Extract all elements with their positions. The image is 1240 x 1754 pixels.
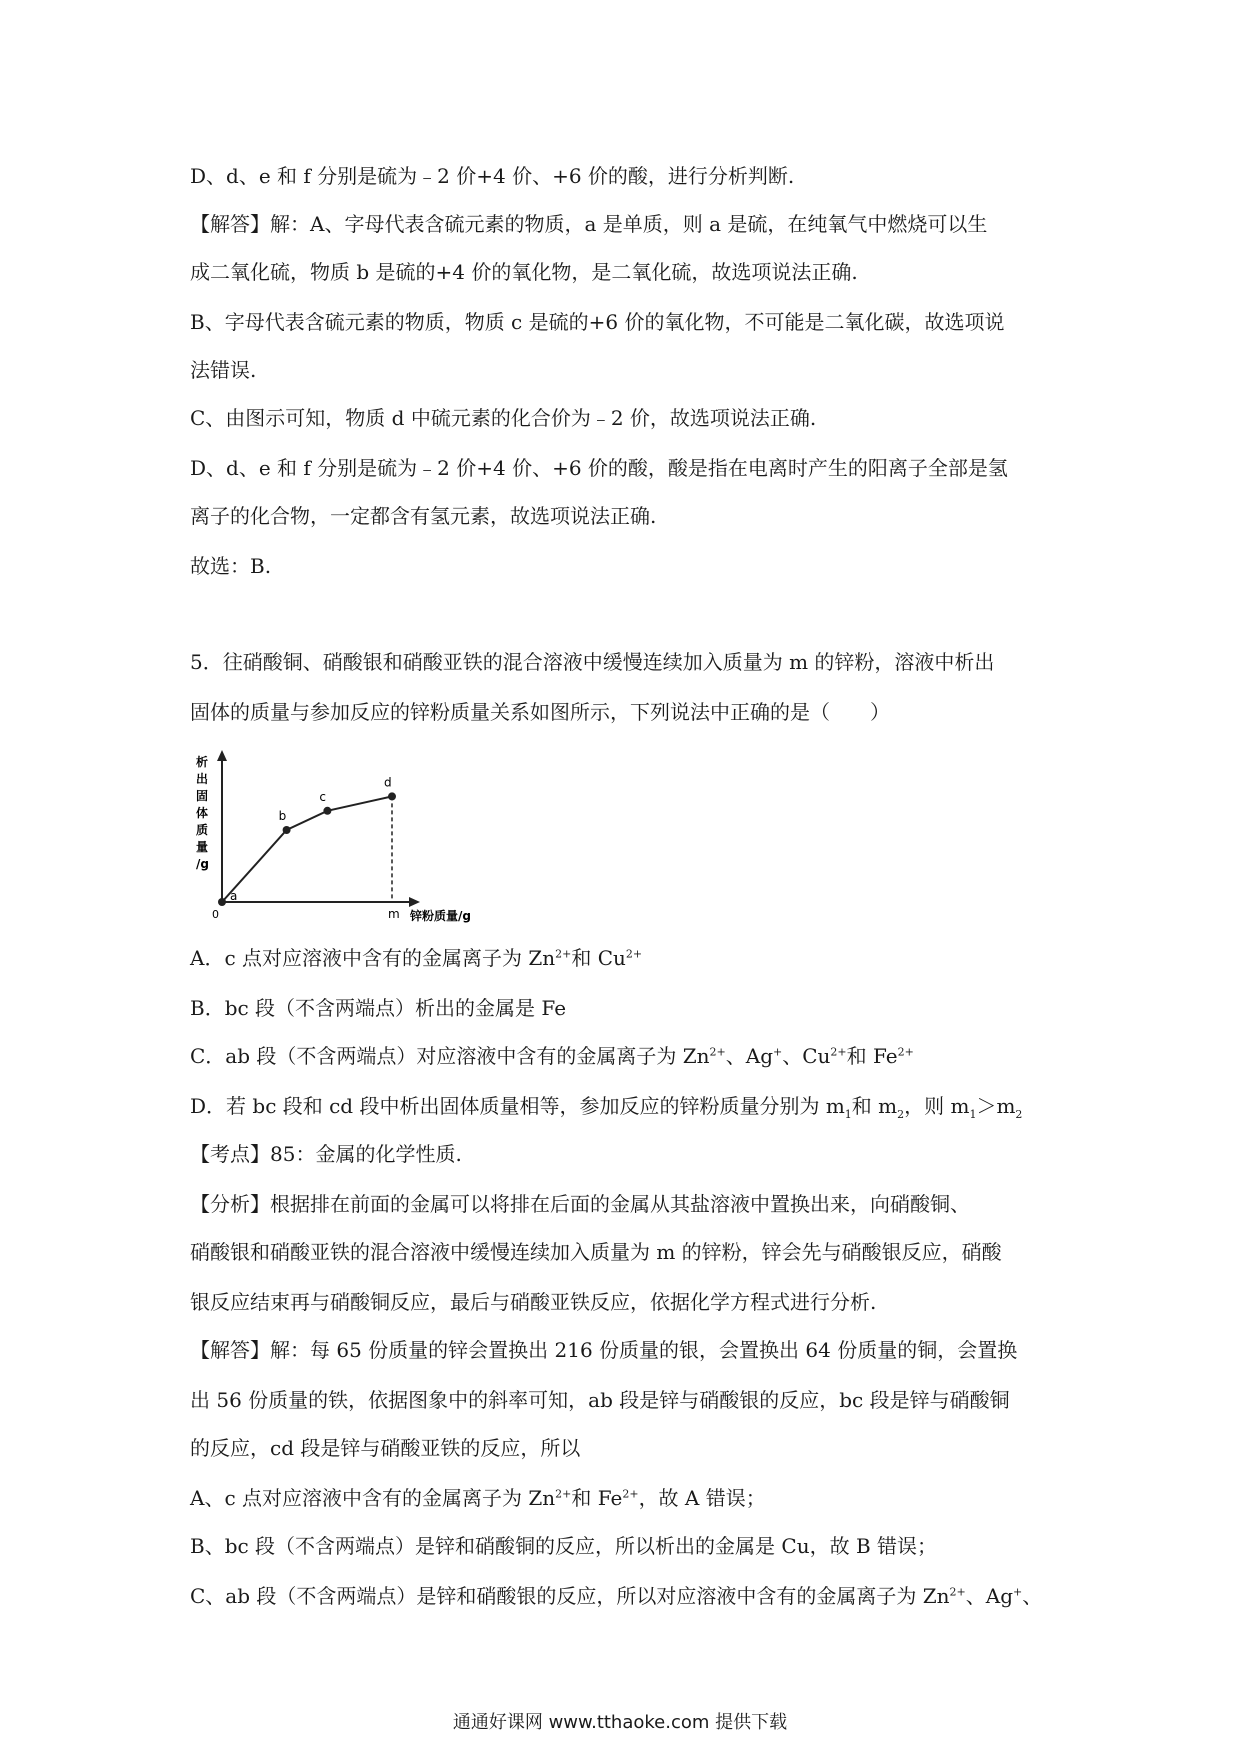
answer-c: C、ab 段（不含两端点）是锌和硝酸银的反应，所以对应溶液中含有的金属离子为 $Zn^{2+}$、Ag+、 xyxy=(190,1584,1043,1608)
fenxi-line: 硝酸银和硝酸亚铁的混合溶液中缓慢连续加入质量为 m 的锌粉，锌会先与硝酸银反应，硝酸 xyxy=(190,1240,1002,1264)
point-label-d: d xyxy=(384,775,392,790)
text-line: 法错误. xyxy=(190,358,257,382)
jieda-line: 【解答】解：每 65 份质量的锌会置换出 216 份质量的银，会置换出 64 份质量的铜，会置换 xyxy=(190,1338,1018,1362)
footer: 通通好课网 www.tthaoke.com 提供下载 xyxy=(452,1712,788,1733)
zinc-precipitate-chart xyxy=(192,744,471,924)
origin-label: 0 xyxy=(212,908,219,921)
text-line: B、字母代表含硫元素的物质，物质 c 是硫的+6 价的氧化物，不可能是二氧化碳，故选项说 xyxy=(190,310,1005,334)
y-axis-label-char: 析 xyxy=(196,755,209,769)
series-line xyxy=(222,796,392,902)
text-line: D、d、e 和 f 分别是硫为﹣2 价+4 价、+6 价的酸，进行分析判断. xyxy=(190,164,795,188)
text-line: 离子的化合物，一定都含有氢元素，故选项说法正确. xyxy=(190,504,657,528)
text-line: D、d、e 和 f 分别是硫为﹣2 价+4 价、+6 价的酸，酸是指在电离时产生的阳离子全部是氢 xyxy=(190,456,1008,480)
point-b xyxy=(283,826,291,834)
option-b: B．bc 段（不含两端点）析出的金属是 Fe xyxy=(190,996,567,1020)
option-d: D．若 bc 段和 cd 段中析出固体质量相等，参加反应的锌粉质量分别为 $m_1$和 $m_2$，则 $m_1>m_2$ xyxy=(190,1094,1023,1121)
y-axis-arrow xyxy=(217,750,227,761)
jieda-line: 出 56 份质量的铁，依据图象中的斜率可知，ab 段是锌与硝酸银的反应，bc 段是锌与硝酸铜 xyxy=(190,1388,1010,1412)
point-label-b: b xyxy=(278,809,287,823)
y-axis-label-char: 固 xyxy=(196,789,209,803)
y-axis-label-char: 量 xyxy=(196,840,209,854)
y-axis-label-char: 体 xyxy=(196,806,209,820)
answer-b: B、bc 段（不含两端点）是锌和硝酸铜的反应，所以析出的金属是 Cu，故 B 错误； xyxy=(190,1534,938,1558)
point-d xyxy=(388,792,396,800)
answer-a: A、c 点对应溶液中含有的金属离子为 $Zn^{2+}$和 $Fe^{2+}$，故 A 错误； xyxy=(190,1486,766,1510)
chart-marks xyxy=(218,775,400,921)
fenxi-line: 【分析】根据排在前面的金属可以将排在后面的金属从其盐溶液中置换出来，向硝酸铜、 xyxy=(190,1192,970,1216)
text-line: 【解答】解：A、字母代表含硫元素的物质，a 是单质，则 a 是硫，在纯氧气中燃烧可以生 xyxy=(190,212,988,236)
y-axis-label-char: 质 xyxy=(196,823,209,837)
question-stem: 5．往硝酸铜、硝酸银和硝酸亚铁的混合溶液中缓慢连续加入质量为 m 的锌粉，溶液中析出 xyxy=(190,650,995,674)
x-axis-arrow xyxy=(409,897,420,907)
point-label-a: a xyxy=(230,889,238,903)
text-line: C、由图示可知，物质 d 中硫元素的化合价为﹣2 价，故选项说法正确. xyxy=(190,406,817,430)
y-axis-label xyxy=(196,754,209,871)
question-stem: 固体的质量与参加反应的锌粉质量关系如图所示，下列说法中正确的是（ ） xyxy=(190,700,890,724)
x-axis-label: 锌粉质量/g xyxy=(410,909,471,923)
point-c xyxy=(323,807,331,815)
option-c: C．ab 段（不含两端点）对应溶液中含有的金属离子为 $Zn^{2+}$、Ag+、$Cu^{2+}$和 $Fe^{2+}$ xyxy=(190,1044,914,1068)
y-axis-label-char: 出 xyxy=(196,772,209,786)
fenxi-line: 银反应结束再与硝酸铜反应，最后与硝酸亚铁反应，依据化学方程式进行分析. xyxy=(190,1290,877,1314)
text-line: 故选：B. xyxy=(190,554,272,578)
option-a: A．c 点对应溶液中含有的金属离子为 $Zn^{2+}$和 $Cu^{2+}$ xyxy=(190,946,643,970)
point-a xyxy=(218,898,226,906)
m-tick-label: m xyxy=(388,907,400,921)
point-label-c: c xyxy=(319,789,327,804)
kaodian: 【考点】85：金属的化学性质. xyxy=(190,1142,462,1166)
y-axis-label-char: /g xyxy=(196,857,209,871)
jieda-line: 的反应，cd 段是锌与硝酸亚铁的反应，所以 xyxy=(190,1436,581,1460)
text-line: 成二氧化硫，物质 b 是硫的+4 价的氧化物，是二氧化硫，故选项说法正确. xyxy=(190,260,858,284)
